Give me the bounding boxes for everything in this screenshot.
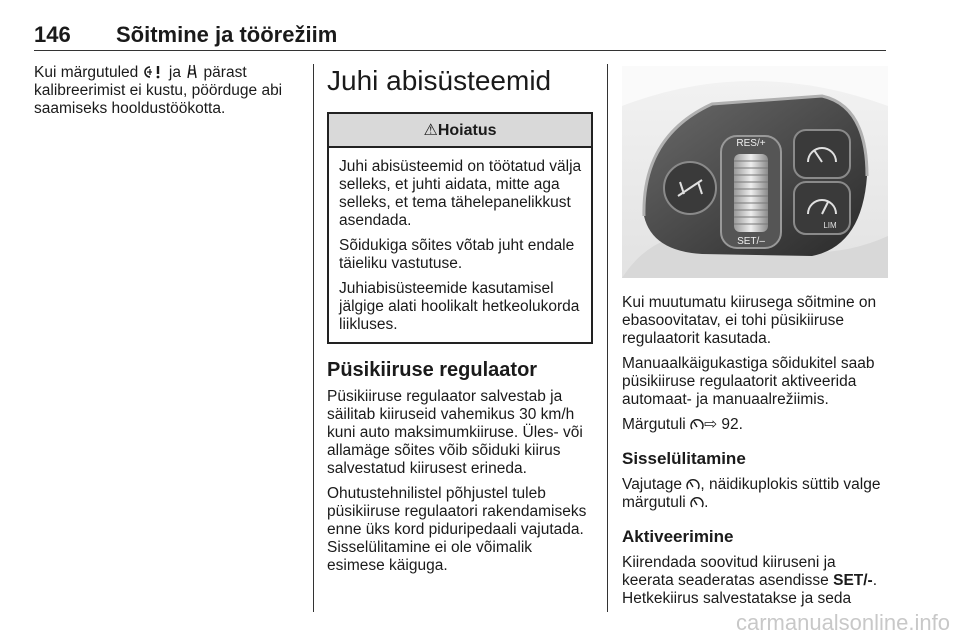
cruise-control-icon (690, 496, 704, 509)
warning-paragraph: Sõidukiga sõites võtab juht endale täieliku vastutuse. (339, 237, 575, 272)
warning-paragraph: Juhiabisüsteemide kasutamisel jälgige alati hoolikalt hetkeolukorda liikluses. (339, 280, 580, 333)
page-reference-arrow-icon: ⇨ (704, 416, 718, 433)
lane-sensor-warning-icon (143, 65, 165, 79)
subsection-heading-switch-on: Sisselülitamine (622, 449, 746, 468)
column-3 (622, 66, 888, 615)
chapter-title: Sõitmine ja töörežiim (116, 22, 338, 47)
column-divider-right (607, 64, 608, 612)
subsection-heading-activation: Aktiveerimine (622, 527, 734, 546)
steering-wheel-controls-photo (622, 66, 888, 278)
body-paragraph: Manuaalkäigukastiga sõidukitel saab püsikiiruse regulaatorit aktiveerida automaat- ja manuaalrežiimis. (622, 355, 875, 408)
column-1 (34, 64, 302, 118)
warning-triangle-icon: ⚠ (423, 122, 438, 139)
watermark: carmanualsonline.info (735, 610, 950, 635)
warning-box (327, 112, 593, 344)
body-paragraph: Sisselülitamine ei ole võimalik esimese käiguga. (327, 539, 533, 574)
cruise-control-icon (686, 478, 700, 491)
section-heading: Juhi abisüsteemid (327, 65, 552, 96)
body-paragraph: Kiirendada soovitud kiiruseni ja keerata seaderatas asendisse SET/-. Hetkekiirus salvestatakse ja seda (622, 554, 878, 607)
subsection-heading: Püsikiiruse regulaator (327, 359, 538, 381)
lim-label: LIM (823, 221, 837, 230)
column-divider-left (313, 64, 314, 612)
warning-label: Hoiatus (437, 122, 497, 139)
page-header (34, 22, 886, 52)
indicator-reference: Märgutuli ⇨ 92. (622, 416, 743, 433)
lane-departure-icon (185, 64, 199, 79)
set-button-label: SET/- (833, 572, 873, 589)
calibration-note: Kui märgutuled ja pärast kalibreerimist ei kustu, pöörduge abi saamiseks hooldustöökotta. (34, 64, 283, 117)
cruise-control-icon (690, 418, 704, 431)
column-2 (327, 64, 593, 582)
body-paragraph: Kui muutumatu kiirusega sõitmine on ebasoovitatav, ei tohi püsikiiruse regulaatorit kasutada. (622, 294, 877, 347)
body-paragraph: Ohutustehnilistel põhjustel tuleb püsikiiruse regulaatori rakendamiseks enne üks kord piduripedaali vajutada. (327, 485, 587, 538)
body-paragraph: Vajutage , näidikuplokis süttib valge märgutuli . (622, 476, 881, 511)
header-divider (34, 50, 886, 51)
warning-body (329, 148, 591, 342)
set-label: SET/– (737, 236, 765, 247)
warning-header (329, 114, 591, 148)
res-label: RES/+ (736, 138, 766, 149)
body-paragraph: Püsikiiruse regulaator salvestab ja säilitab kiiruseid vahemikus 30 km/h kuni auto maksimumkiiruse. Üles- või allamäge sõites võib sõiduki kiirus salvestatud kiirusest erineda. (327, 388, 583, 477)
warning-paragraph: Juhi abisüsteemid on töötatud välja selleks, et juhti aidata, mitte aga selleks, et tema tähelepanelikkust asendada. (339, 158, 582, 229)
page-number: 146 (34, 22, 71, 47)
